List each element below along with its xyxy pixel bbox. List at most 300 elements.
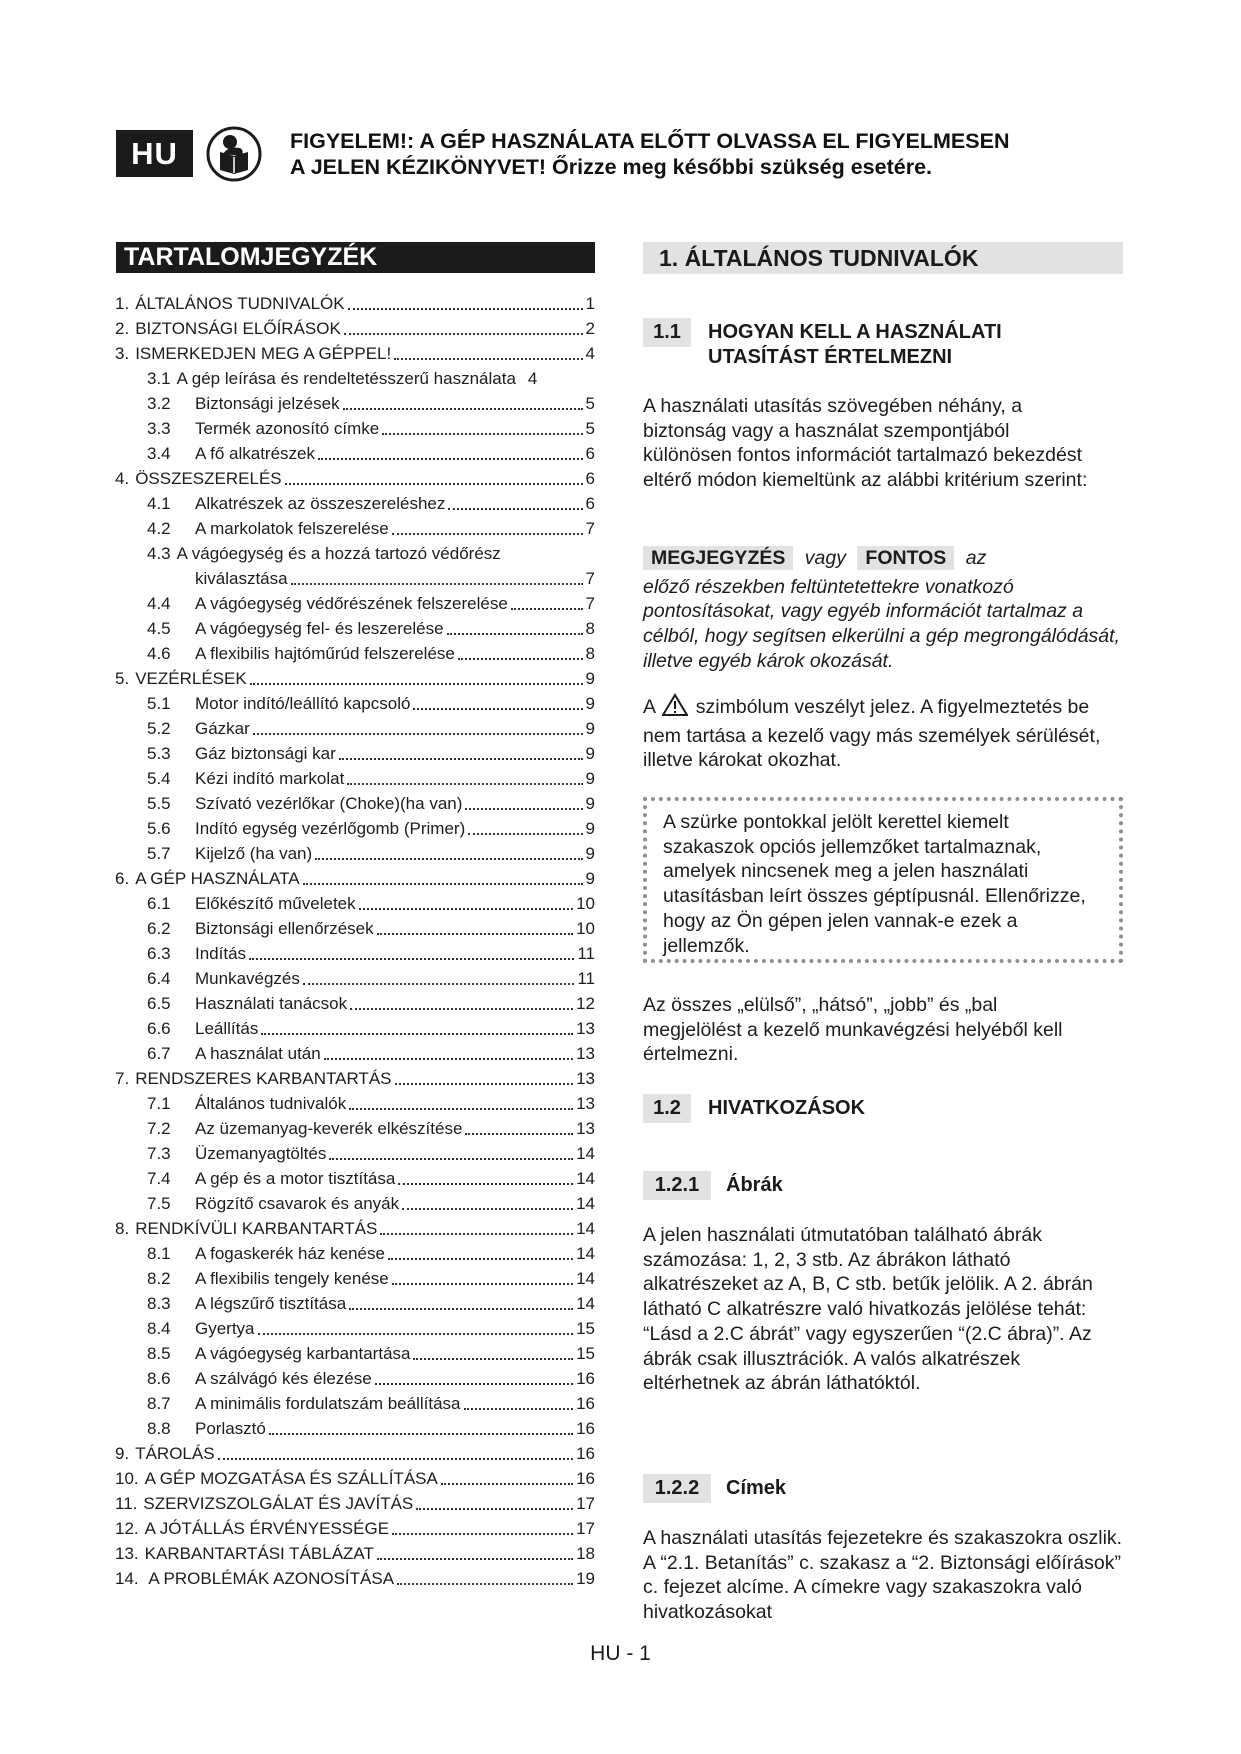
toc-item[interactable] [115, 1564, 595, 1589]
toc-item[interactable] [115, 364, 595, 389]
toc-leader-dots [349, 1308, 573, 1310]
toc-item-page: 16 [576, 1369, 595, 1388]
toc-item-page: 10 [576, 894, 595, 913]
toc-leader-dots [413, 1358, 573, 1360]
toc-item[interactable] [115, 1389, 595, 1414]
toc-item-number: 4.5 [147, 619, 171, 638]
toc-item-text: Leállítás [195, 1019, 259, 1038]
toc-item-number: 4.1 [147, 494, 171, 513]
toc-item-number: 3.2 [147, 394, 171, 413]
toc-item-number: 8.2 [147, 1269, 171, 1288]
toc-item-label [115, 344, 391, 364]
toc-item-text: Rögzítő csavarok és anyák [195, 1194, 400, 1213]
toc-item-page: 4 [585, 344, 595, 363]
toc-item-number: 3. [115, 344, 130, 363]
toc-item[interactable] [115, 589, 595, 614]
toc-item[interactable] [115, 1314, 595, 1339]
toc-item-label [115, 669, 247, 689]
toc-item-text: TÁROLÁS [135, 1444, 215, 1463]
toc-item[interactable] [115, 614, 595, 639]
toc-item-label [147, 519, 389, 539]
toc-item[interactable] [115, 1164, 595, 1189]
toc-item-number: 9. [115, 1444, 130, 1463]
toc-item-label [147, 1244, 385, 1264]
toc-leader-dots [253, 733, 583, 735]
toc-item-number: 6.5 [147, 994, 171, 1013]
toc-item-page: 7 [585, 519, 595, 538]
toc-item-page: 14 [576, 1144, 595, 1163]
toc-item-text: ÖSSZESZERELÉS [135, 469, 282, 488]
toc-item-label [115, 1494, 413, 1514]
language-badge: HU [116, 130, 193, 177]
toc-item-label [147, 1144, 326, 1164]
toc-item[interactable] [115, 1114, 595, 1139]
toc-item-text: A vágóegység fel- és leszerelése [195, 619, 444, 638]
toc-item-number: 5.4 [147, 769, 171, 788]
toc-item[interactable] [115, 639, 595, 664]
toc-item[interactable] [115, 939, 595, 964]
toc-item[interactable] [115, 814, 595, 839]
toc-item[interactable] [115, 839, 595, 864]
toc-leader-dots [250, 683, 583, 685]
toc-item[interactable] [115, 664, 595, 689]
toc-item-number: 3.3 [147, 419, 171, 438]
toc-item-number: 7.2 [147, 1119, 171, 1138]
toc-item-label [147, 769, 344, 789]
note-paragraph [643, 546, 1123, 674]
toc-leader-dots [402, 1208, 573, 1210]
toc-item[interactable] [115, 1489, 595, 1514]
toc-item-page: 19 [576, 1569, 595, 1588]
toc-leader-dots [347, 783, 582, 785]
orientation-paragraph: Az összes „elülső”, „hátsó”, „jobb” és „bal megjelölést a kezelő munkavégzési helyéből kell értelmezni. [643, 994, 1063, 1066]
toc-item-number: 1. [115, 294, 130, 313]
toc-item-label [147, 1044, 321, 1064]
section-1-2-1-title: Ábrák [726, 1174, 783, 1196]
toc-item-label [147, 969, 300, 989]
toc-item[interactable] [115, 539, 595, 564]
toc-item[interactable] [115, 1214, 595, 1239]
toc-item[interactable] [115, 1539, 595, 1564]
toc-item-text: Kézi indító markolat [195, 769, 345, 788]
toc-item-number: 6.4 [147, 969, 171, 988]
toc-item-label [115, 469, 282, 489]
toc-leader-dots [392, 533, 583, 535]
toc-leader-dots [468, 833, 582, 835]
toc-item-number: 6.1 [147, 894, 171, 913]
toc-item-text: Az üzemanyag-keverék elkészítése [195, 1119, 463, 1138]
toc-leader-dots [249, 958, 574, 960]
toc-item[interactable] [115, 789, 595, 814]
section-1-2-1-number: 1.2.1 [643, 1171, 711, 1200]
toc-item-text: A gép és a motor tisztítása [195, 1169, 396, 1188]
hazard-prefix: A [643, 696, 655, 718]
figures-paragraph: A jelen használati útmutatóban található ábrák számozása: 1, 2, 3 stb. Az ábrákon látható alkatrészeket az A, B, C stb. betűk jelölik. A 2. ábrán látható C alkatrészre való hivatkozás jelölése tehát: “Lásd a 2.C ábrát” vagy egyszerűen “(2.C ábra)”. Az ábrák csak illusztrációk. A valós alkatrészek eltérhetnek az ábrán láthatóktól. [643, 1224, 1093, 1395]
toc-item[interactable] [115, 764, 595, 789]
toc-item-label [147, 694, 410, 714]
toc-item-number: 4.4 [147, 594, 171, 613]
toc-item[interactable] [115, 1014, 595, 1039]
warning-line-2: A JELEN KÉZIKÖNYVET! Őrizze meg későbbi szükség esetére. [290, 155, 933, 179]
toc-item-text: Porlasztó [195, 1419, 266, 1438]
toc-item-text: A PROBLÉMÁK AZONOSÍTÁSA [144, 1569, 395, 1588]
toc-leader-dots [395, 1083, 574, 1085]
toc-leader-dots [447, 633, 583, 635]
toc-leader-dots [465, 1133, 573, 1135]
toc-item-page: 14 [576, 1194, 595, 1213]
toc-item-text: A vágóegység karbantartása [195, 1344, 411, 1363]
toc-item-number: 8. [115, 1219, 130, 1238]
toc-item[interactable] [115, 1139, 595, 1164]
toc-item[interactable] [115, 1064, 595, 1089]
toc-item-label [115, 294, 345, 314]
toc-item-page: 6 [585, 494, 595, 513]
toc-item[interactable] [115, 989, 595, 1014]
important-label: FONTOS [857, 546, 954, 570]
toc-item-text: Biztonsági ellenőrzések [195, 919, 374, 938]
section-1-2-2-title: Címek [726, 1477, 787, 1499]
toc-item-page: 18 [576, 1544, 595, 1563]
toc-item-page: 13 [576, 1069, 595, 1088]
toc-item[interactable] [115, 564, 595, 589]
toc-item-page: 2 [585, 319, 595, 338]
toc-item-number: 6.3 [147, 944, 171, 963]
toc-item-text: Gyertya [195, 1319, 255, 1338]
toc-item-page: 11 [577, 969, 595, 988]
toc-item[interactable] [115, 1239, 595, 1264]
toc-item[interactable] [115, 1439, 595, 1464]
note-az: az [965, 547, 987, 569]
toc-item[interactable] [115, 1339, 595, 1364]
toc-item-page: 9 [585, 719, 595, 738]
toc-item-number: 8.1 [147, 1244, 171, 1263]
toc-item-label [147, 794, 462, 814]
toc-item-number: 8.5 [147, 1344, 171, 1363]
toc-item-page: 15 [576, 1319, 595, 1338]
toc-item-page: 17 [576, 1519, 595, 1538]
toc-leader-dots [448, 508, 582, 510]
toc-item-label [195, 569, 288, 589]
toc-item-number: 8.8 [147, 1419, 171, 1438]
toc-item[interactable] [115, 1089, 595, 1114]
toc-item-page: 14 [576, 1294, 595, 1313]
toc-item-label [147, 719, 250, 739]
toc-item-page: 7 [585, 594, 595, 613]
toc-item-number: 8.6 [147, 1369, 171, 1388]
toc-item-label [147, 1169, 395, 1189]
toc-item-number: 6.6 [147, 1019, 171, 1038]
toc-item[interactable] [115, 1039, 595, 1064]
toc-leader-dots [388, 1258, 573, 1260]
toc-item[interactable] [115, 1514, 595, 1539]
toc-leader-dots [324, 1058, 573, 1060]
toc-leader-dots [413, 708, 582, 710]
toc-leader-dots [269, 1433, 573, 1435]
toc-leader-dots [303, 983, 574, 985]
toc-item-text: Alkatrészek az összeszereléshez [195, 494, 446, 513]
toc-item-page: 15 [576, 1344, 595, 1363]
toc-item-page: 16 [576, 1394, 595, 1413]
toc-leader-dots [303, 883, 583, 885]
toc-item[interactable] [115, 1364, 595, 1389]
toc-item-text: RENDSZERES KARBANTARTÁS [135, 1069, 392, 1088]
toc-item-number: 5.2 [147, 719, 171, 738]
toc-item-label [115, 1519, 389, 1539]
toc-item-page: 13 [576, 1094, 595, 1113]
toc-leader-dots [465, 808, 582, 810]
toc-item-text: Gázkar [195, 719, 250, 738]
page-number: HU - 1 [590, 1642, 651, 1665]
toc-item-number: 5.3 [147, 744, 171, 763]
toc-item-text: A flexibilis tengely kenése [195, 1269, 389, 1288]
toc-leader-dots [261, 1033, 573, 1035]
toc-item-number: 10. [115, 1469, 139, 1488]
toc-item-page: 14 [576, 1244, 595, 1263]
toc-item-label [147, 994, 347, 1014]
titles-paragraph: A használati utasítás fejezetekre és szakaszokra oszlik. A “2.1. Betanítás” c. szakasz a “2. Biztonsági előírások” c. fejezet alcíme. A címekre vagy szakaszokra való hivatkozásokat [643, 1527, 1123, 1624]
toc-item[interactable] [115, 1414, 595, 1439]
toc-leader-dots [359, 908, 573, 910]
toc-item-number: 5.5 [147, 794, 171, 813]
read-manual-icon [206, 126, 262, 182]
note-text: előző részekben feltüntetettekre vonatkozó pontosításokat, vagy egyéb információt tartalmaz a célból, hogy segítsen elkerülni a gép megrongálódását, illetve egyéb károk okozását. [643, 575, 1120, 672]
toc-item-label [147, 394, 340, 414]
toc-item-number: 13. [115, 1544, 139, 1563]
section-1-2-title: HIVATKOZÁSOK [708, 1097, 866, 1119]
toc-item-number: 4.2 [147, 519, 171, 538]
toc-item[interactable] [115, 1289, 595, 1314]
toc-item[interactable] [115, 289, 595, 314]
toc-item-number: 7.4 [147, 1169, 171, 1188]
toc-item-label [115, 869, 300, 889]
toc-item-label [147, 444, 315, 464]
toc-item-number: 6.2 [147, 919, 171, 938]
section-1-title: 1. ÁLTALÁNOS TUDNIVALÓK [643, 242, 1123, 274]
toc-item-page: 1 [585, 294, 595, 313]
toc-item-number: 7.1 [147, 1094, 171, 1113]
toc-item-text: Üzemanyagtöltés [195, 1144, 327, 1163]
toc-item-page: 17 [576, 1494, 595, 1513]
toc-item[interactable] [115, 439, 595, 464]
toc-item-text: kiválasztása [195, 569, 288, 588]
note-vagy: vagy [804, 547, 846, 569]
toc-item-number: 12. [115, 1519, 139, 1538]
toc-item-number: 14. [115, 1569, 139, 1588]
toc-leader-dots [349, 1108, 573, 1110]
toc-item-page: 9 [585, 819, 595, 838]
toc-item-text: Motor indító/leállító kapcsoló [195, 694, 411, 713]
toc-item-number: 6. [115, 869, 130, 888]
toc-item-page: 6 [585, 469, 595, 488]
toc-item-page: 7 [585, 569, 595, 588]
toc-item[interactable] [115, 1189, 595, 1214]
toc-leader-dots [218, 1458, 574, 1460]
toc-item[interactable] [115, 964, 595, 989]
toc-leader-dots [258, 1333, 574, 1335]
toc-item-label [147, 494, 445, 514]
toc-item-text: A gép leírása és rendeltetésszerű használata [176, 369, 516, 388]
toc-item-label [115, 1569, 394, 1589]
toc-item-number: 2. [115, 319, 130, 338]
toc-item-label [147, 369, 516, 389]
toc-item-text: A szálvágó kés élezése [195, 1369, 372, 1388]
toc-item-text: BIZTONSÁGI ELŐÍRÁSOK [135, 319, 341, 338]
toc-leader-dots [380, 1233, 573, 1235]
toc-item-label [147, 594, 508, 614]
toc-item-text: Előkészítő műveletek [195, 894, 356, 913]
toc-leader-dots [382, 433, 582, 435]
toc-item-label [147, 1369, 372, 1389]
toc-item-number: 5.6 [147, 819, 171, 838]
toc-leader-dots [398, 1183, 573, 1185]
toc-item-label [147, 644, 455, 664]
toc-item-number: 7.3 [147, 1144, 171, 1163]
toc-item-label [147, 619, 444, 639]
toc-item-page: 14 [576, 1169, 595, 1188]
toc-item-number: 4.3 [147, 544, 171, 563]
toc-item-label [115, 319, 341, 339]
toc-item-text: A markolatok felszerelése [195, 519, 389, 538]
toc-item-label [115, 1544, 374, 1564]
toc-item-text: A légszűrő tisztítása [195, 1294, 347, 1313]
toc-item-label [147, 919, 374, 939]
toc-item-text: A vágóegység védőrészének felszerelése [195, 594, 508, 613]
toc-item-text: Gáz biztonsági kar [195, 744, 336, 763]
toc-leader-dots [348, 308, 583, 310]
toc-item-page: 9 [585, 669, 595, 688]
toc-item-label [147, 1344, 410, 1364]
toc-item[interactable] [115, 489, 595, 514]
toc-item[interactable] [115, 1464, 595, 1489]
toc-item-text: A fogaskerék ház kenése [195, 1244, 385, 1263]
warning-header [290, 128, 1110, 180]
toc-item-label [147, 844, 312, 864]
toc-item-text: Használati tanácsok [195, 994, 348, 1013]
toc-item-number: 11. [115, 1494, 138, 1513]
toc-item-page: 6 [585, 444, 595, 463]
toc-item-page: 5 [585, 394, 595, 413]
toc-item[interactable] [115, 914, 595, 939]
toc-item-page: 12 [576, 994, 595, 1013]
toc-item[interactable] [115, 464, 595, 489]
toc-title: TARTALOMJEGYZÉK [116, 242, 595, 273]
toc-item[interactable] [115, 414, 595, 439]
toc-leader-dots [392, 1533, 573, 1535]
toc-leader-dots [511, 608, 583, 610]
toc-leader-dots [377, 933, 573, 935]
toc-item[interactable] [115, 714, 595, 739]
toc-item-page: 14 [576, 1269, 595, 1288]
toc-leader-dots [397, 1583, 573, 1585]
toc-leader-dots [315, 858, 582, 860]
toc-item-label [147, 1394, 461, 1414]
toc-item-text: KARBANTARTÁSI TÁBLÁZAT [144, 1544, 374, 1563]
toc-leader-dots [416, 1508, 573, 1510]
toc-item-text: A vágóegység és a hozzá tartozó védőrész [176, 544, 501, 563]
toc-item-label [147, 894, 356, 914]
toc-leader-dots [318, 458, 583, 460]
toc-item-text: Biztonsági jelzések [195, 394, 340, 413]
toc-item-text: VEZÉRLÉSEK [135, 669, 247, 688]
toc-item-page: 9 [585, 694, 595, 713]
toc-item-number: 4. [115, 469, 130, 488]
toc-item-label [147, 1294, 346, 1314]
toc-item-text: A GÉP HASZNÁLATA [135, 869, 300, 888]
section-1-2-2-number: 1.2.2 [643, 1474, 711, 1503]
section-1-1-title: HOGYAN KELL A HASZNÁLATI UTASÍTÁST ÉRTELMEZNI [708, 321, 1002, 368]
toc-item-label [115, 1444, 215, 1464]
toc-item-page: 16 [576, 1419, 595, 1438]
optional-features-box [643, 797, 1123, 963]
toc-item-page: 16 [576, 1444, 595, 1463]
toc-item-number: 7. [115, 1069, 130, 1088]
toc-item[interactable] [115, 314, 595, 339]
toc-item[interactable] [115, 514, 595, 539]
toc-item-label [147, 744, 336, 764]
toc-item-label [115, 1219, 377, 1239]
toc-item-page: 13 [576, 1044, 595, 1063]
toc-item-text: Termék azonosító címke [195, 419, 380, 438]
toc-leader-dots [350, 1008, 573, 1010]
toc-item-page: 14 [576, 1219, 595, 1238]
toc-item-text: RENDKÍVÜLI KARBANTARTÁS [135, 1219, 378, 1238]
toc-item-page: 9 [585, 769, 595, 788]
toc-item[interactable] [115, 739, 595, 764]
toc-item-page: 9 [585, 794, 595, 813]
toc-item-text: A flexibilis hajtóműrúd felszerelése [195, 644, 455, 663]
toc-item-label [147, 944, 246, 964]
toc-item-number: 8.3 [147, 1294, 171, 1313]
toc-leader-dots [464, 1408, 574, 1410]
toc-item-page: 9 [585, 869, 595, 888]
toc-item-label [147, 544, 501, 564]
toc-item-page: 13 [576, 1119, 595, 1138]
toc-item-text: Kijelző (ha van) [195, 844, 313, 863]
toc-item-number: 3.1 [147, 369, 171, 388]
toc-item[interactable] [115, 339, 595, 364]
toc-item[interactable] [115, 864, 595, 889]
toc-item-page: 13 [576, 1019, 595, 1038]
toc-item[interactable] [115, 389, 595, 414]
toc-item-label [147, 1419, 266, 1439]
toc-item-label [147, 819, 465, 839]
toc-item-text: Indítás [195, 944, 247, 963]
toc-item[interactable] [115, 889, 595, 914]
toc-item-label [147, 1019, 258, 1039]
hazard-text: szimbólum veszélyt jelez. A figyelmeztetés be nem tartása a kezelő vagy más személyek sérülését, illetve károkat okozhat. [643, 696, 1101, 772]
toc-item-label [115, 1469, 438, 1489]
toc-item-page: 11 [577, 944, 595, 963]
toc-leader-dots [441, 1483, 573, 1485]
toc-item-number: 6.7 [147, 1044, 171, 1063]
toc-item-number: 3.4 [147, 444, 171, 463]
toc-item-number: 8.4 [147, 1319, 171, 1338]
toc-item-text: ISMERKEDJEN MEG A GÉPPEL! [135, 344, 392, 363]
toc-item-number: 8.7 [147, 1394, 171, 1413]
toc-leader-dots [285, 483, 583, 485]
toc-item-label [147, 1269, 389, 1289]
toc-item-text: A minimális fordulatszám beállítása [195, 1394, 461, 1413]
toc-item-page: 16 [576, 1469, 595, 1488]
toc-item[interactable] [115, 1264, 595, 1289]
toc-item-page: 9 [585, 744, 595, 763]
toc-item-text: Általános tudnivalók [195, 1094, 347, 1113]
toc-item-number: 5.1 [147, 694, 171, 713]
toc-item-text: ÁLTALÁNOS TUDNIVALÓK [135, 294, 345, 313]
toc-item[interactable] [115, 689, 595, 714]
toc-item-number: 7.5 [147, 1194, 171, 1213]
toc-item-label [147, 419, 379, 439]
